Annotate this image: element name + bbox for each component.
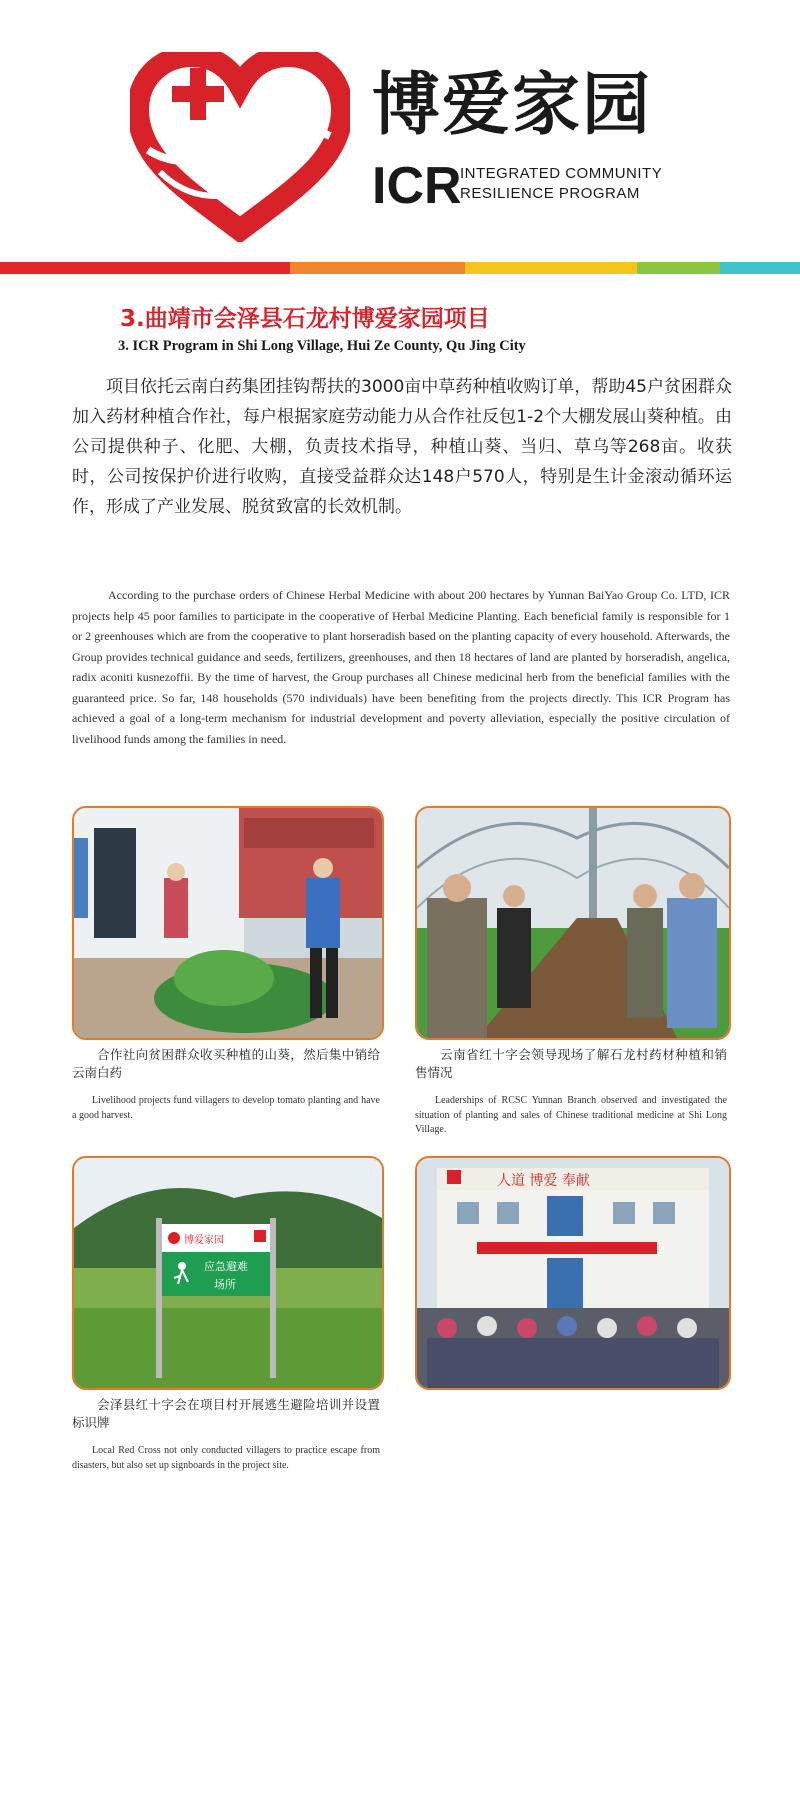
brand-abbreviation: ICR — [372, 157, 462, 215]
building-banner-text: 人道 博爱 奉献 — [497, 1173, 590, 1189]
section-title-english: 3. ICR Program in Shi Long Village, Hui Ze County, Qu Jing City — [118, 338, 526, 354]
photo-2-caption-english: Leaderships of RCSC Yunnan Branch observed and investigated the situation of planting and sales of Chinese traditional medicine at Shi Long Village. — [415, 1095, 727, 1135]
section-title-chinese: 3.曲靖市会泽县石龙村博爱家园项目 — [120, 306, 490, 332]
photo-herb-purchase — [72, 806, 384, 1040]
photo-1-caption-chinese: 合作社向贫困群众收买种植的山葵，然后集中销给云南白药 — [72, 1047, 380, 1080]
photo-village-training — [415, 1156, 731, 1390]
photo-2-caption-chinese: 云南省红十字会领导现场了解石龙村药材种植和销售情况 — [415, 1047, 727, 1080]
heart-hands-logo-icon — [130, 52, 350, 242]
sign-line-1: 应急避难 — [204, 1260, 248, 1273]
sign-brand-text: 博爱家园 — [184, 1235, 224, 1246]
body-paragraph-english: According to the purchase orders of Chinese Herbal Medicine with about 200 hectares by Yunnan BaiYao Group Co. LTD, ICR projects help 45 poor families to participate in the cooperative of Herbal Medicine Planting. Each beneficial family is responsible for 1 or 2 greenhouses which are from the cooperative to plant horseradish based on the planting capacity of every household. Afterwards, the Group provides technical guidance and seeds, fertilizers, greenhouses, and then 18 hectares of land are planted by horseradish, angelica, radix aconiti kusnezoffii. By the time of harvest, the Group purchases all Chinese medicinal herb from the beneficial families with the guaranteed price. So far, 148 households (570 individuals) have been benefiting from the projects directly. This ICR Program has achieved a goal of a long-term mechanism for industrial development and poverty alleviation, especially the positive circulation of livelihood funds among the families in need. — [72, 588, 730, 746]
photo-evacuation-signboard — [72, 1156, 384, 1390]
brand-english-name — [460, 164, 662, 204]
header — [0, 0, 800, 258]
brand-english-line-2: RESILIENCE PROGRAM — [460, 185, 640, 202]
photo-3-caption-english: Local Red Cross not only conducted villagers to practice escape from disasters, but also set up signboards in the project site. — [72, 1445, 380, 1471]
brand-english-line-1: INTEGRATED COMMUNITY — [460, 165, 663, 182]
photo-1-caption-english: Livelihood projects fund villagers to develop tomato planting and have a good harvest. — [72, 1095, 380, 1121]
color-stripe — [0, 262, 800, 274]
photo-greenhouse-inspection — [415, 806, 731, 1040]
sign-line-2: 场所 — [214, 1278, 236, 1291]
photo-3-caption-chinese: 会泽县红十字会在项目村开展逃生避险培训并设置标识牌 — [72, 1397, 380, 1430]
body-paragraph-chinese: 项目依托云南白药集团挂钩帮扶的3000亩中草药种植收购订单，帮助45户贫困群众加入药材种植合作社，每户根据家庭劳动能力从合作社反包1-2个大棚发展山葵种植。由公司提供种子、化肥、大棚，负责技术指导，种植山葵、当归、草乌等268亩。收获时，公司按保护价进行收购，直接受益群众达148户570人，特别是生计金滚动循环运作，形成了产业发展、脱贫致富的长效机制。 — [72, 377, 732, 517]
brand-chinese-name: 博爱家园 — [372, 66, 653, 145]
